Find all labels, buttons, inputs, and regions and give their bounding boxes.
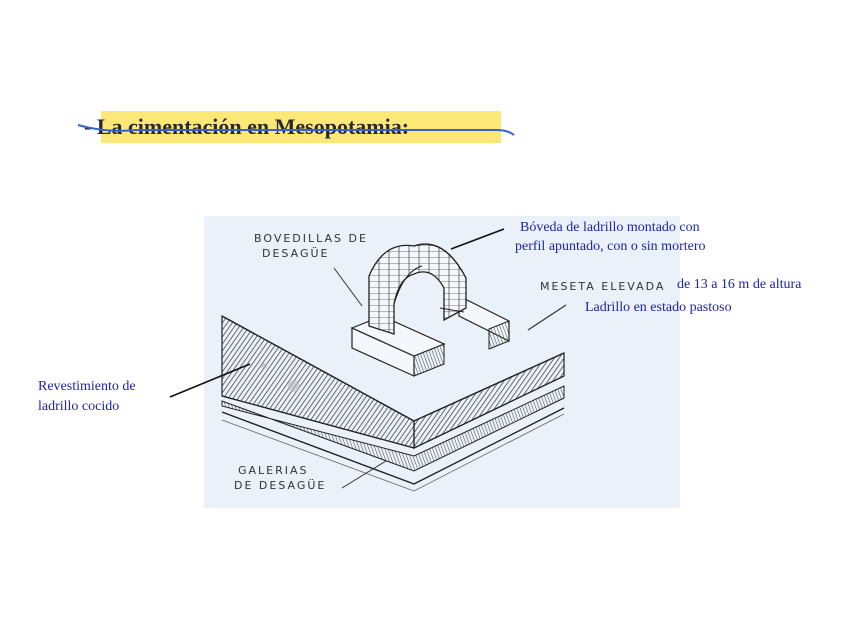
foundation-sketch-drawing xyxy=(204,216,680,508)
page-title: - La cimentación en Mesopotamia: xyxy=(84,114,410,139)
sketch-label-galerias-2: DE DESAGÜE xyxy=(234,479,327,492)
sketch-label-meseta: MESETA ELEVADA xyxy=(540,280,666,293)
annotation-altura: de 13 a 16 m de altura xyxy=(677,277,802,292)
sketch-label-galerias-1: GALERIAS xyxy=(238,464,309,477)
sketch-label-bovedillas-1: BOVEDILLAS DE xyxy=(254,232,368,245)
sketch-label-bovedillas-2: DESAGÜE xyxy=(262,247,330,260)
brick-arch xyxy=(352,244,509,376)
annotation-boveda-1: Bóveda de ladrillo montado con xyxy=(520,220,700,235)
annotation-revestimiento-2: ladrillo cocido xyxy=(38,399,120,414)
annotation-boveda-2: perfil apuntado, con o sin mortero xyxy=(515,239,706,254)
annotation-revestimiento-1: Revestimiento de xyxy=(38,379,136,394)
annotation-ladrillo-pastoso: Ladrillo en estado pastoso xyxy=(585,300,732,315)
foundation-sketch xyxy=(204,216,680,508)
strike-through-mark xyxy=(76,113,526,143)
